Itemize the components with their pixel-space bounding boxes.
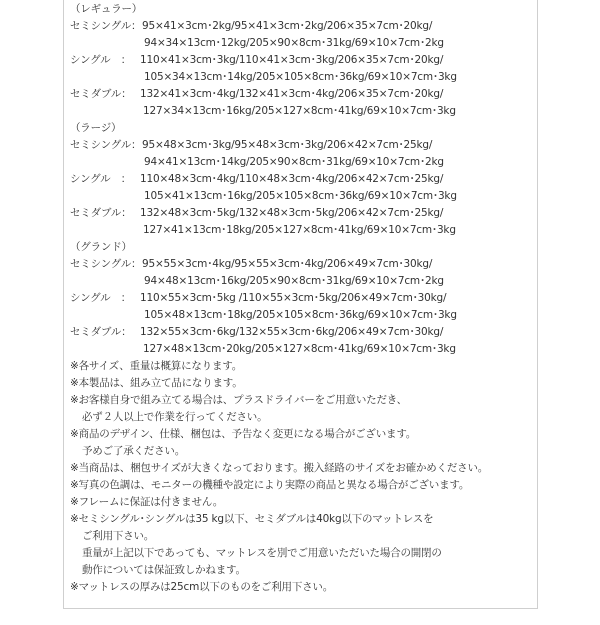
spec-line-2: 94×41×13cm･14kg/205×90×8cm･31kg/69×10×7cm･2kg (144, 156, 444, 168)
spec-row-semi-double (70, 205, 536, 239)
size-label: シングル ： (70, 54, 132, 66)
section-grand (70, 239, 536, 358)
section-title: （レギュラー） (70, 3, 143, 15)
note-item: ※セミシングル･シングルは35 kg以下、セミダブルは40kg以下のマットレスを (70, 513, 434, 525)
size-label: セミダブル： (70, 88, 132, 100)
note-item: 動作については保証致しかねます。 (82, 564, 246, 576)
size-label: セミダブル： (70, 207, 132, 219)
note-item: 必ず２人以上で作業を行ってください。 (82, 411, 268, 423)
spec-line-1: 132×41×3cm･4kg/132×41×3cm･4kg/206×35×7cm･20kg/ (140, 88, 444, 100)
spec-line-1: 95×55×3cm･4kg/95×55×3cm･4kg/206×49×7cm･30kg/ (142, 258, 433, 270)
spec-values (140, 86, 456, 120)
spec-values (140, 324, 456, 358)
spec-values (142, 137, 444, 171)
spec-values (142, 256, 444, 290)
spec-values (142, 18, 444, 52)
note-item: 重量が上記以下であっても、マットレスを別でご用意いただいた場合の開閉の (82, 547, 442, 559)
spec-content (70, 1, 536, 596)
note-item: ※本製品は、組み立て品になります。 (70, 377, 243, 389)
spec-line-2: 94×34×13cm･12kg/205×90×8cm･31kg/69×10×7cm･2kg (144, 37, 444, 49)
spec-values (140, 52, 457, 86)
spec-values (140, 290, 457, 324)
spec-row-semi-single (70, 137, 536, 171)
spec-line-1: 110×41×3cm･3kg/110×41×3cm･3kg/206×35×7cm･20kg/ (140, 54, 444, 66)
spec-line-2: 105×34×13cm･14kg/205×105×8cm･36kg/69×10×7cm･3kg (144, 71, 457, 83)
size-label: シングル ： (70, 292, 132, 304)
size-label: セミダブル： (70, 326, 132, 338)
spec-values (140, 205, 456, 239)
spec-row-single (70, 52, 536, 86)
spec-line-1: 95×41×3cm･2kg/95×41×3cm･2kg/206×35×7cm･20kg/ (142, 20, 433, 32)
spec-row-semi-double (70, 86, 536, 120)
note-item: ※お客様自身で組み立てる場合は、プラスドライバーをご用意いただき、 (70, 394, 407, 406)
section-large (70, 120, 536, 239)
section-regular (70, 1, 536, 120)
spec-line-1: 110×55×3cm･5kg /110×55×3cm･5kg/206×49×7cm･30kg/ (140, 292, 447, 304)
note-item: ※マットレスの厚みは25cm以下のものをご利用下さい。 (70, 581, 334, 593)
spec-row-single (70, 290, 536, 324)
note-item: ※当商品は、梱包サイズが大きくなっております。搬入経路のサイズをお確かめください。 (70, 462, 489, 474)
spec-row-semi-double (70, 324, 536, 358)
section-title: （ラージ） (70, 122, 122, 134)
spec-row-semi-single (70, 18, 536, 52)
spec-values (140, 171, 457, 205)
spec-line-1: 132×55×3cm･6kg/132×55×3cm･6kg/206×49×7cm･30kg/ (140, 326, 444, 338)
note-item: ※商品のデザイン、仕様、梱包は、予告なく変更になる場合がございます。 (70, 428, 417, 440)
spec-line-2: 127×48×13cm･20kg/205×127×8cm･41kg/69×10×7cm･3kg (143, 343, 456, 355)
note-item: ※フレームに保証は付きません。 (70, 496, 224, 508)
note-item: 予めご了承ください。 (82, 445, 185, 457)
notes-list (70, 358, 536, 596)
size-label: セミシングル： (70, 20, 142, 32)
note-item: ※各サイズ、重量は概算になります。 (70, 360, 243, 372)
spec-line-1: 110×48×3cm･4kg/110×48×3cm･4kg/206×42×7cm･25kg/ (140, 173, 444, 185)
spec-row-semi-single (70, 256, 536, 290)
size-label: セミシングル： (70, 258, 142, 270)
spec-line-2: 127×34×13cm･16kg/205×127×8cm･41kg/69×10×7cm･3kg (143, 105, 456, 117)
spec-row-single (70, 171, 536, 205)
spec-line-1: 95×48×3cm･3kg/95×48×3cm･3kg/206×42×7cm･25kg/ (142, 139, 433, 151)
spec-line-2: 105×41×13cm･16kg/205×105×8cm･36kg/69×10×7cm･3kg (144, 190, 457, 202)
note-item: ※写真の色調は、モニターの機種や設定により実際の商品と異なる場合がございます。 (70, 479, 470, 491)
spec-line-1: 132×48×3cm･5kg/132×48×3cm･5kg/206×42×7cm･25kg/ (140, 207, 444, 219)
spec-line-2: 105×48×13cm･18kg/205×105×8cm･36kg/69×10×7cm･3kg (144, 309, 457, 321)
section-title: （グランド） (70, 241, 132, 253)
note-item: ご利用下さい。 (82, 530, 155, 542)
spec-line-2: 94×48×13cm･16kg/205×90×8cm･31kg/69×10×7cm･2kg (144, 275, 444, 287)
size-label: セミシングル： (70, 139, 142, 151)
spec-line-2: 127×41×13cm･18kg/205×127×8cm･41kg/69×10×7cm･3kg (143, 224, 456, 236)
size-label: シングル ： (70, 173, 132, 185)
